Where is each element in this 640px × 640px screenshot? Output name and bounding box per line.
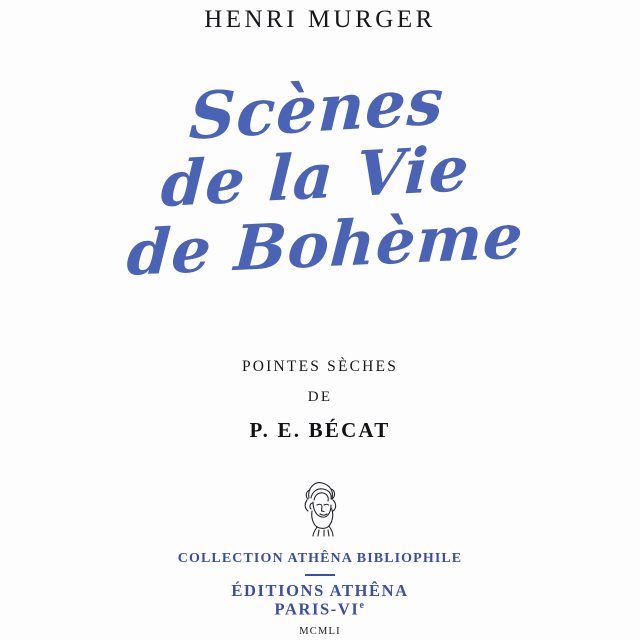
title-line-1: Scènes bbox=[188, 64, 447, 155]
divider-rule bbox=[305, 574, 335, 576]
credit-artist: P. E. BÉCAT bbox=[249, 418, 391, 442]
credit-technique: POINTES SÈCHES bbox=[241, 358, 399, 375]
publisher-name: ÉDITIONS ATHÊNA bbox=[231, 581, 409, 600]
author-name: HENRI MURGER bbox=[204, 6, 436, 33]
credit-preposition: DE bbox=[307, 389, 333, 405]
title-line-2: de la Vie bbox=[158, 131, 472, 222]
colophon bbox=[0, 551, 640, 619]
illustration-credit bbox=[0, 358, 640, 443]
publisher-emblem bbox=[0, 478, 640, 545]
collection-name: COLLECTION ATHÊNA BIBLIOPHILE bbox=[177, 551, 463, 566]
publication-year: MCMLI bbox=[299, 626, 341, 637]
book-title bbox=[0, 64, 640, 290]
city-text: PARIS-VI bbox=[274, 599, 360, 619]
city-superscript: e bbox=[359, 600, 366, 612]
publisher-city bbox=[0, 600, 640, 619]
title-line-3: de Bohème bbox=[124, 199, 526, 290]
athena-head-icon bbox=[293, 478, 347, 540]
